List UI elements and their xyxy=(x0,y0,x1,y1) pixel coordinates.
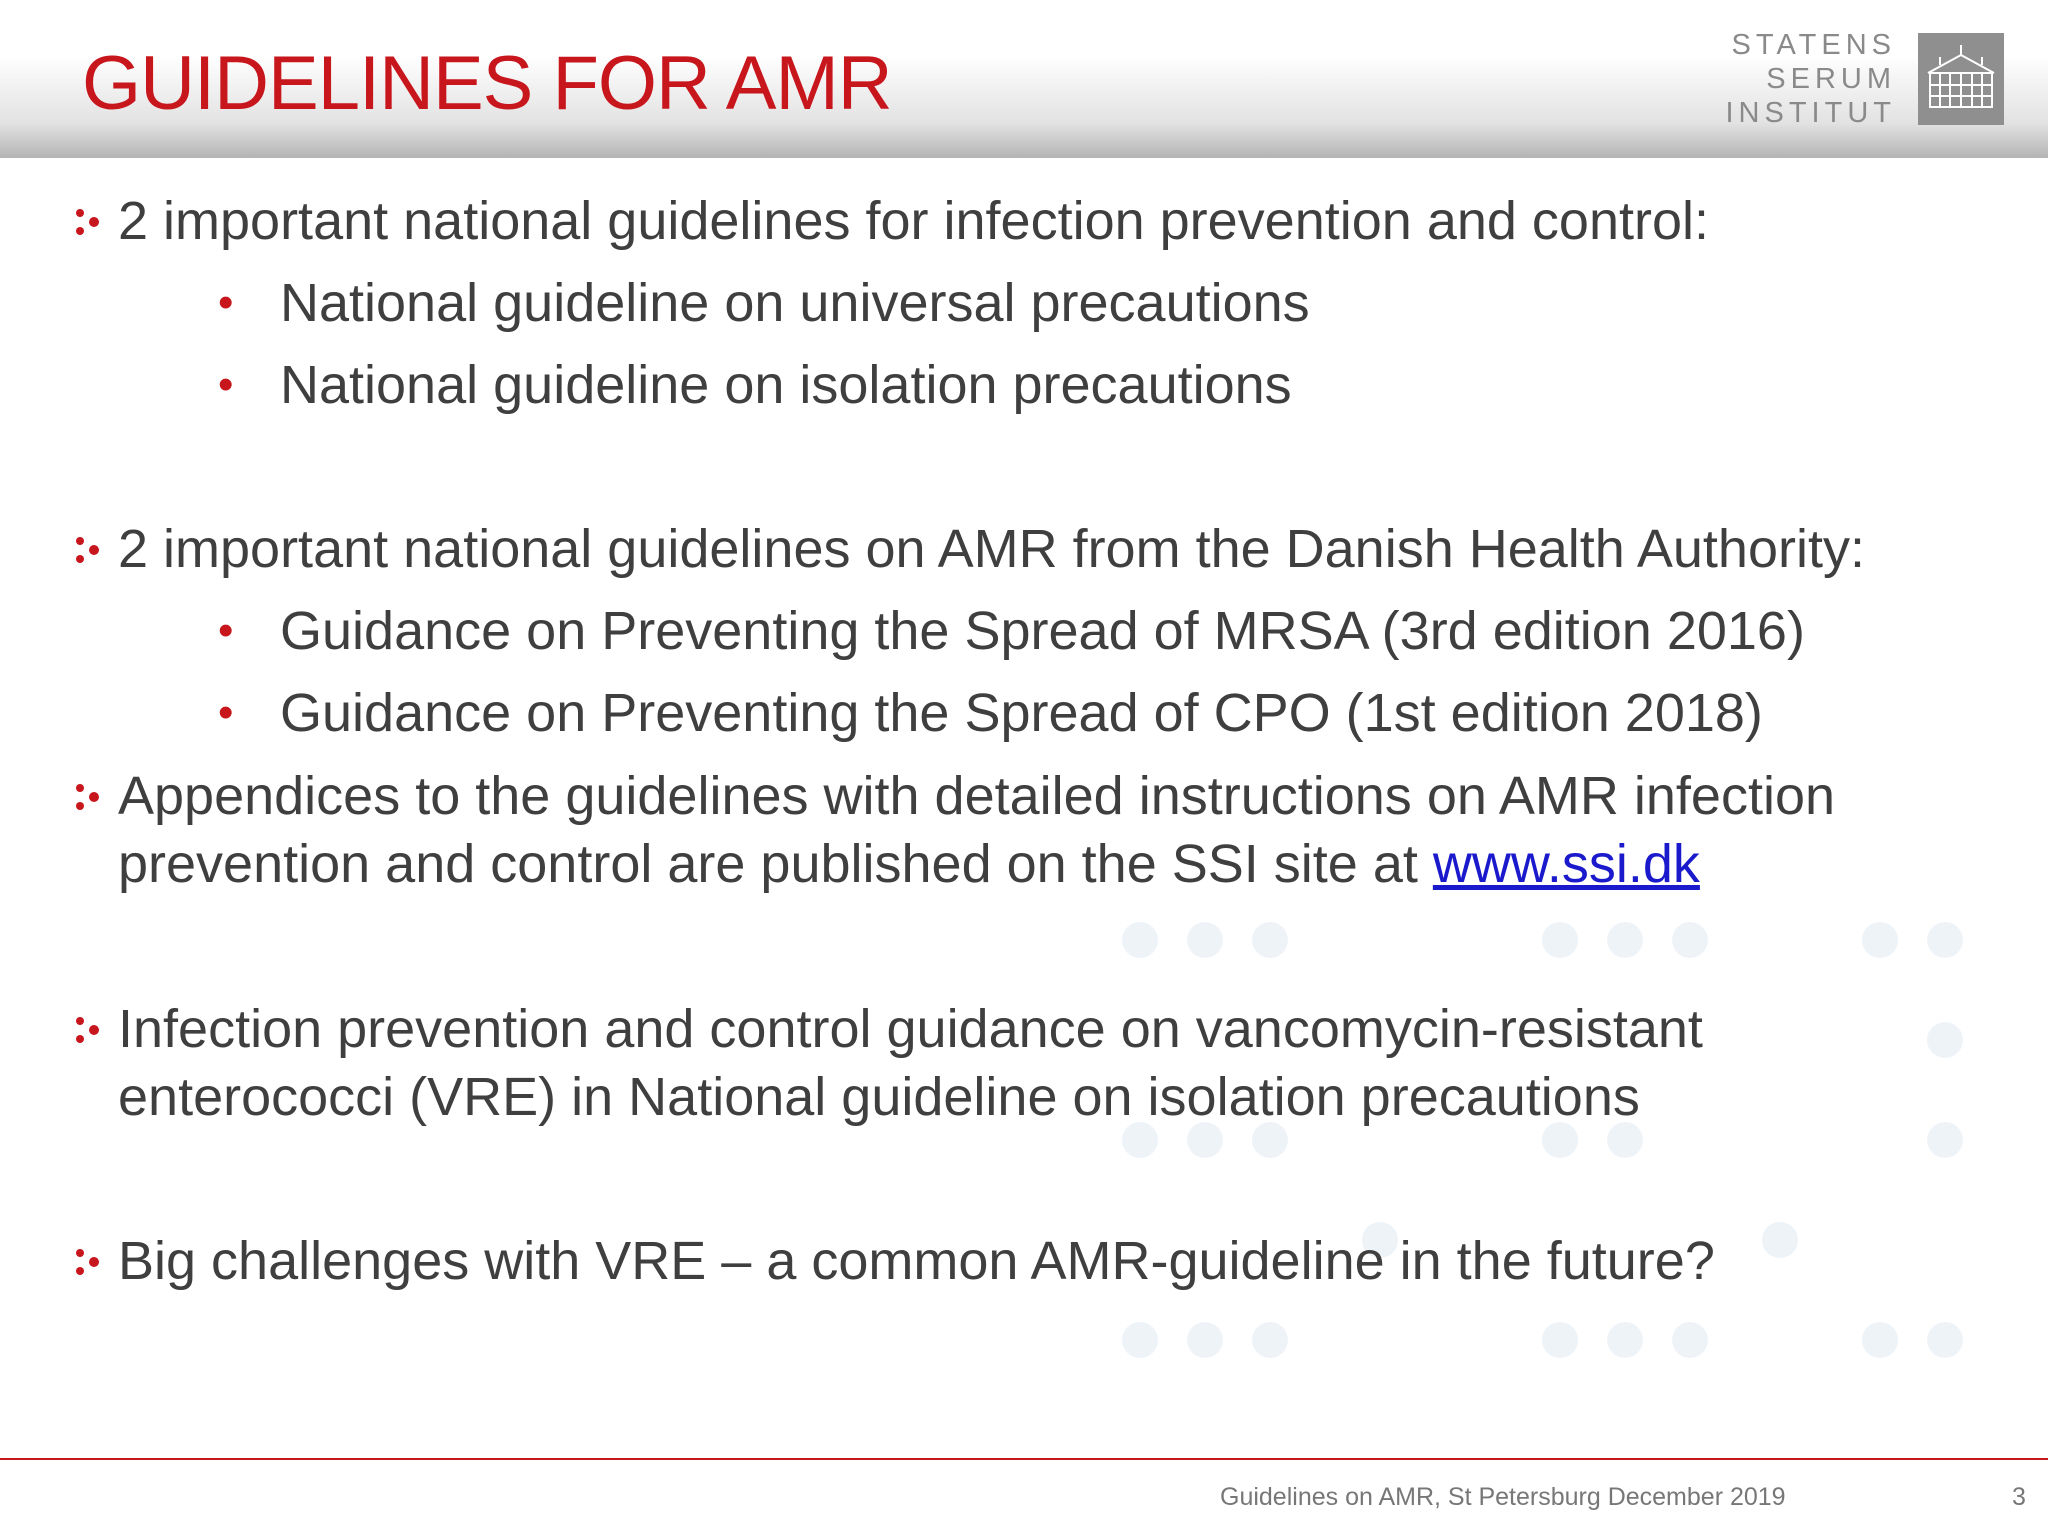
logo-line-serum: SERUM xyxy=(1766,63,1896,95)
bullet-4-line-2: enterococci (VRE) in National guideline on isolation precautions xyxy=(118,1067,1640,1127)
sub-bullet-marker: • xyxy=(218,688,234,737)
logo-line-statens: STATENS xyxy=(1731,29,1896,61)
bullet-3-line-1: Appendices to the guidelines with detailed instructions on AMR infection xyxy=(118,766,1836,826)
footer-divider xyxy=(0,1458,2048,1460)
bullet-1-sub-1: National guideline on universal precautions xyxy=(280,273,1310,333)
bullet-4-line-1: Infection prevention and control guidance on vancomycin-resistant xyxy=(118,999,1703,1059)
sub-bullet-marker: • xyxy=(218,360,234,409)
bullet-dots-icon xyxy=(75,207,101,237)
bullet-2-sub-2: Guidance on Preventing the Spread of CPO (1st edition 2018) xyxy=(280,683,1763,743)
logo-line-institut: INSTITUT xyxy=(1725,97,1896,129)
bullet-2-sub-1: Guidance on Preventing the Spread of MRSA (3rd edition 2016) xyxy=(280,601,1805,661)
sub-bullet-marker: • xyxy=(218,278,234,327)
bullet-3-line-2 xyxy=(118,833,1700,895)
bullet-1-sub-2: National guideline on isolation precautions xyxy=(280,355,1292,415)
bullet-2-text: 2 important national guidelines on AMR from the Danish Health Authority: xyxy=(118,519,1865,579)
bullet-dots-icon xyxy=(75,535,101,565)
ssi-link[interactable]: www.ssi.dk xyxy=(1432,834,1700,894)
bullet-dots-icon xyxy=(75,1015,101,1045)
bullet-dots-icon xyxy=(75,782,101,812)
footer-text: Guidelines on AMR, St Petersburg December 2019 xyxy=(1220,1483,1786,1511)
bullet-3-line-2-text: prevention and control are published on the SSI site at xyxy=(118,834,1433,894)
page-number: 3 xyxy=(2012,1483,2026,1511)
bullet-5-text: Big challenges with VRE – a common AMR-guideline in the future? xyxy=(118,1231,1715,1291)
bullet-1-text: 2 important national guidelines for infection prevention and control: xyxy=(118,191,1709,251)
slide-title: GUIDELINES FOR AMR xyxy=(82,41,892,126)
bullet-dots-icon xyxy=(75,1247,101,1277)
sub-bullet-marker: • xyxy=(218,606,234,655)
